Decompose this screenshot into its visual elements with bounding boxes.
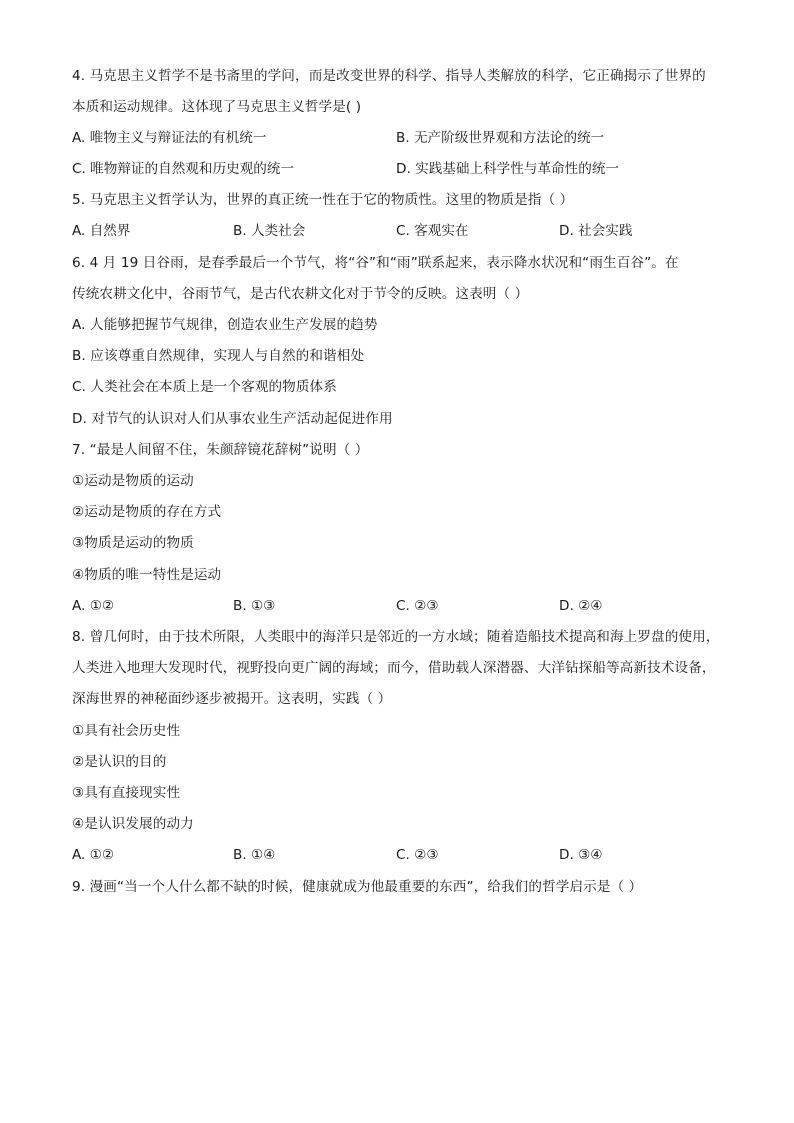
q5-option-a: A. 自然界	[72, 223, 131, 239]
q6-option-c: C. 人类社会在本质上是一个客观的物质体系	[72, 379, 337, 395]
q6-option-a: A. 人能够把握节气规律，创造农业生产发展的趋势	[72, 317, 378, 333]
q5-option-d: D. 社会实践	[559, 223, 633, 239]
q4-option-c: C. 唯物辩证的自然观和历史观的统一	[72, 161, 295, 177]
q9-stem: 9. 漫画“当一个人什么都不缺的时候，健康就成为他最重要的东西”，给我们的哲学启示是（ ）	[72, 879, 643, 895]
q8-item-2: ②是认识的目的	[72, 754, 167, 770]
q5-options-row	[72, 221, 752, 241]
q7-item-1: ①运动是物质的运动	[72, 473, 194, 489]
q8-stem-line-3: 深海世界的神秘面纱逐步被揭开。这表明，实践（ ）	[72, 691, 392, 707]
q7-option-b: B. ①③	[233, 598, 276, 614]
q7-item-4: ④物质的唯一特性是运动	[72, 567, 222, 583]
q4-stem-line-2: 本质和运动规律。这体现了马克思主义哲学是( )	[72, 99, 362, 115]
q6-stem-line-1: 6. 4 月 19 日谷雨，是春季最后一个节气，将“谷”和“雨”联系起来，表示降水状况和“雨生百谷”。在	[72, 255, 679, 271]
q8-item-1: ①具有社会历史性	[72, 723, 181, 739]
q5-option-c: C. 客观实在	[396, 223, 469, 239]
q8-option-d: D. ③④	[559, 847, 603, 863]
q4-options-row-1	[72, 128, 752, 148]
q4-options-row-2	[72, 159, 752, 179]
q8-stem-line-1: 8. 曾几何时，由于技术所限，人类眼中的海洋只是邻近的一方水域；随着造船技术提高和海上罗盘的使用，	[72, 629, 720, 645]
q8-item-3: ③具有直接现实性	[72, 785, 181, 801]
q4-option-b: B. 无产阶级世界观和方法论的统一	[396, 130, 605, 146]
q8-option-a: A. ①②	[72, 847, 115, 863]
q6-option-b: B. 应该尊重自然规律，实现人与自然的和谐相处	[72, 348, 365, 364]
q7-option-a: A. ①②	[72, 598, 115, 614]
q8-option-b: B. ①④	[233, 847, 276, 863]
q7-options-row	[72, 596, 752, 616]
q5-option-b: B. 人类社会	[233, 223, 306, 239]
q7-item-2: ②运动是物质的存在方式	[72, 504, 222, 520]
q6-stem-line-2: 传统农耕文化中，谷雨节气，是古代农耕文化对于节令的反映。这表明（ ）	[72, 286, 529, 302]
q8-item-4: ④是认识发展的动力	[72, 816, 194, 832]
q6-option-d: D. 对节气的认识对人们从事农业生产活动起促进作用	[72, 411, 393, 427]
q7-stem: 7. “最是人间留不住，朱颜辞镜花辞树”说明（ ）	[72, 442, 369, 458]
q8-stem-line-2: 人类进入地理大发现时代，视野投向更广阔的海域；而今，借助载人深潜器、大洋钻探船等高新技术设备，	[72, 660, 716, 676]
q4-option-a: A. 唯物主义与辩证法的有机统一	[72, 130, 267, 146]
q4-stem-line-1: 4. 马克思主义哲学不是书斋里的学问，而是改变世界的科学、指导人类解放的科学，它正确揭示了世界的	[72, 68, 706, 84]
q7-option-d: D. ②④	[559, 598, 603, 614]
q7-option-c: C. ②③	[396, 598, 439, 614]
q7-item-3: ③物质是运动的物质	[72, 535, 194, 551]
q5-stem: 5. 马克思主义哲学认为，世界的真正统一性在于它的物质性。这里的物质是指（ ）	[72, 192, 574, 208]
q8-option-c: C. ②③	[396, 847, 439, 863]
q4-option-d: D. 实践基础上科学性与革命性的统一	[396, 161, 620, 177]
q8-options-row	[72, 845, 752, 865]
